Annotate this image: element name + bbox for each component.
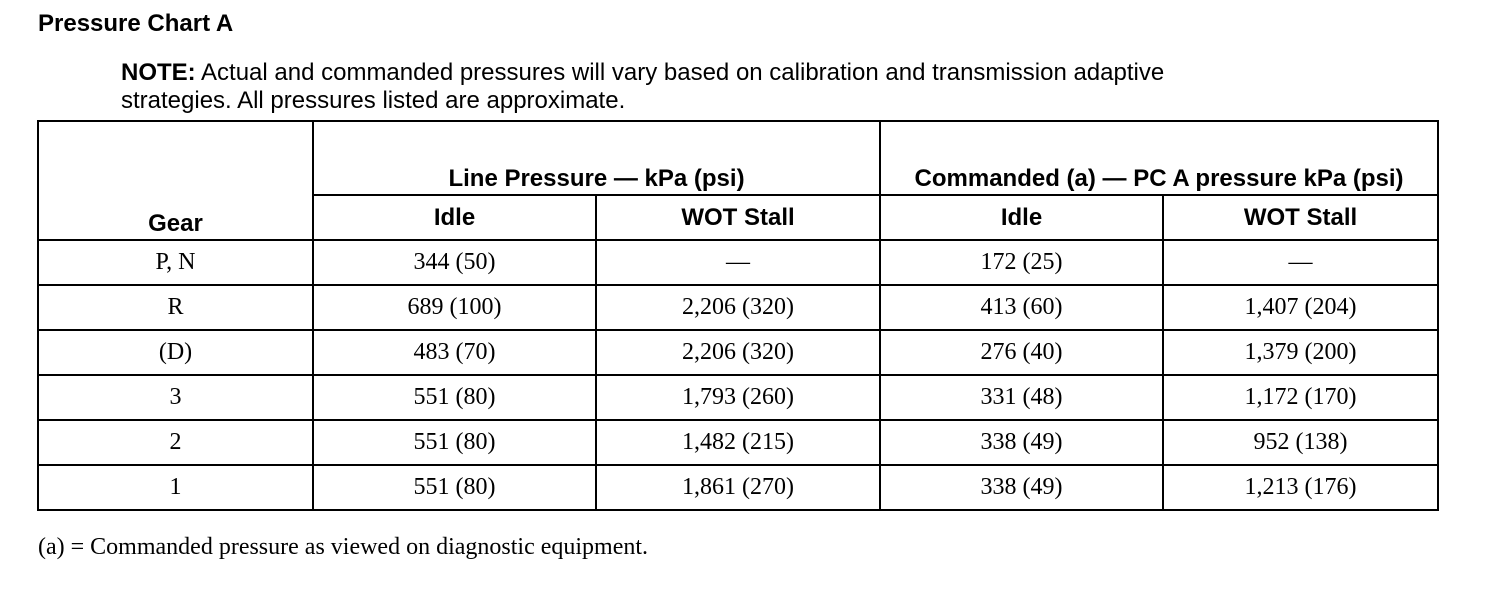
line-idle-cell: 689 (100) — [313, 285, 596, 330]
line-wot-cell: — — [596, 240, 880, 285]
line-wot-stall-header: WOT Stall — [596, 195, 880, 240]
line-idle-cell: 344 (50) — [313, 240, 596, 285]
line-wot-cell: 2,206 (320) — [596, 285, 880, 330]
cmd-idle-cell: 338 (49) — [880, 420, 1163, 465]
table-row — [38, 330, 1438, 375]
page-title: Pressure Chart A — [38, 10, 234, 37]
cmd-wot-cell: 1,172 (170) — [1163, 375, 1438, 420]
gear-cell: 2 — [38, 420, 313, 465]
pressure-table — [37, 120, 1439, 511]
line-idle-cell: 551 (80) — [313, 375, 596, 420]
gear-cell: (D) — [38, 330, 313, 375]
cmd-idle-cell: 338 (49) — [880, 465, 1163, 510]
line-idle-cell: 483 (70) — [313, 330, 596, 375]
footnote: (a) = Commanded pressure as viewed on diagnostic equipment. — [38, 534, 649, 560]
line-wot-cell: 1,861 (270) — [596, 465, 880, 510]
line-idle-cell: 551 (80) — [313, 465, 596, 510]
table-row — [38, 465, 1438, 510]
line-wot-cell: 2,206 (320) — [596, 330, 880, 375]
cmd-wot-cell: 1,407 (204) — [1163, 285, 1438, 330]
gear-cell: 1 — [38, 465, 313, 510]
table-row — [38, 285, 1438, 330]
cmd-idle-cell: 413 (60) — [880, 285, 1163, 330]
line-idle-cell: 551 (80) — [313, 420, 596, 465]
note-label: NOTE: — [121, 59, 196, 86]
cmd-wot-cell: 1,379 (200) — [1163, 330, 1438, 375]
cmd-wot-cell: 952 (138) — [1163, 420, 1438, 465]
table-row — [38, 240, 1438, 285]
cmd-idle-cell: 276 (40) — [880, 330, 1163, 375]
gear-cell: P, N — [38, 240, 313, 285]
commanded-wot-stall-header: WOT Stall — [1163, 195, 1438, 240]
gear-cell: 3 — [38, 375, 313, 420]
gear-column-header: Gear — [38, 121, 313, 240]
commanded-idle-header: Idle — [880, 195, 1163, 240]
note-text: Actual and commanded pressures will vary based on calibration and transmission adaptive strategies. All pressures listed are approximate. — [121, 59, 1165, 114]
gear-cell: R — [38, 285, 313, 330]
cmd-wot-cell: 1,213 (176) — [1163, 465, 1438, 510]
line-wot-cell: 1,793 (260) — [596, 375, 880, 420]
line-pressure-group-header: Line Pressure — kPa (psi) — [313, 121, 880, 195]
cmd-idle-cell: 331 (48) — [880, 375, 1163, 420]
table-header-row-groups — [38, 121, 1438, 195]
line-idle-header: Idle — [313, 195, 596, 240]
table-row — [38, 375, 1438, 420]
commanded-pressure-group-header: Commanded (a) — PC A pressure kPa (psi) — [880, 121, 1438, 195]
cmd-wot-cell: — — [1163, 240, 1438, 285]
cmd-idle-cell: 172 (25) — [880, 240, 1163, 285]
note-paragraph — [121, 59, 1281, 115]
line-wot-cell: 1,482 (215) — [596, 420, 880, 465]
table-row — [38, 420, 1438, 465]
